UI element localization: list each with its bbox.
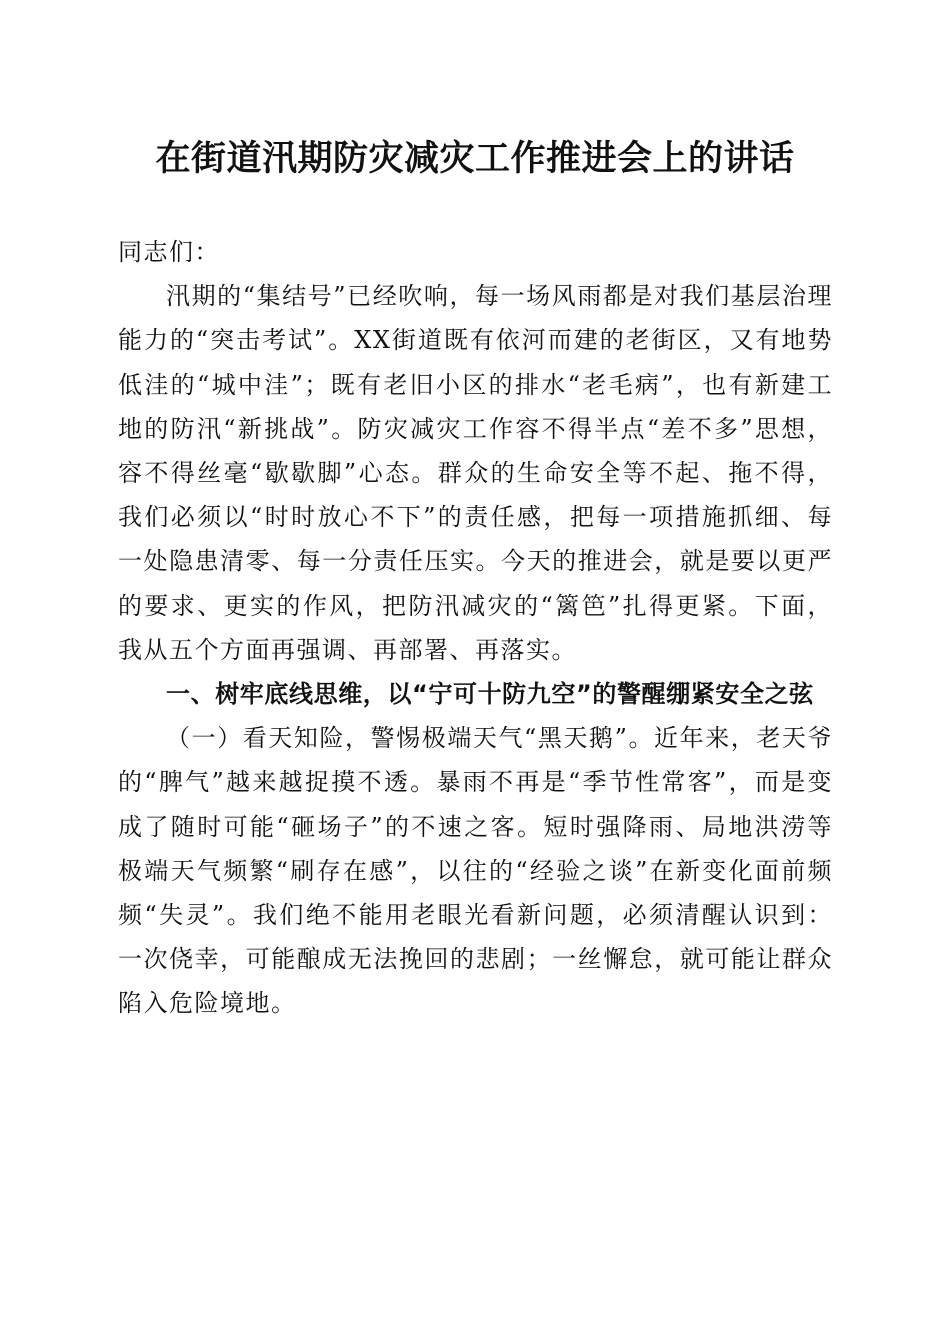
section-1-paragraph: （一）看天知险，警惕极端天气“黑天鹅”。近年来，老天爷的“脾气”越来越捉摸不透。暴雨不再是“季节性常客”，而是变成了随时可能“砸场子”的不速之客。短时强降雨、局地洪涝等极端天气频繁“刷存在感”，以往的“经验之谈”在新变化面前频频“失灵”。我们绝不能用老眼光看新问题，必须清醒认识到：一次侥幸，可能酿成无法挽回的悲剧；一丝懈怠，就可能让群众陷入危险境地。 bbox=[118, 724, 833, 1018]
section-1-heading: 一、树牢底线思维，以“宁可十防九空”的警醒绷紧安全之弦 bbox=[166, 680, 814, 709]
intro-paragraph: 汛期的“集结号”已经吹响，每一场风雨都是对我们基层治理能力的“突击考试”。XX街道既有依河而建的老街区，又有地势低洼的“城中洼”；既有老旧小区的排水“老毛病”，也有新建工地的防汛“新挑战”。防灾减灾工作容不得半点“差不多”思想，容不得丝毫“歇歇脚”心态。群众的生命安全等不起、拖不得，我们必须以“时时放心不下”的责任感，把每一项措施抓细、每一处隐患清零、每一分责任压实。今天的推进会，就是要以更严的要求、更实的作风，把防汛减灾的“篱笆”扎得更紧。下面，我从五个方面再强调、再部署、再落实。 bbox=[118, 282, 833, 664]
salutation: 同志们： bbox=[118, 238, 220, 266]
document-body bbox=[118, 230, 833, 1026]
document-title: 在街道汛期防灾减灾工作推进会上的讲话 bbox=[155, 138, 795, 179]
